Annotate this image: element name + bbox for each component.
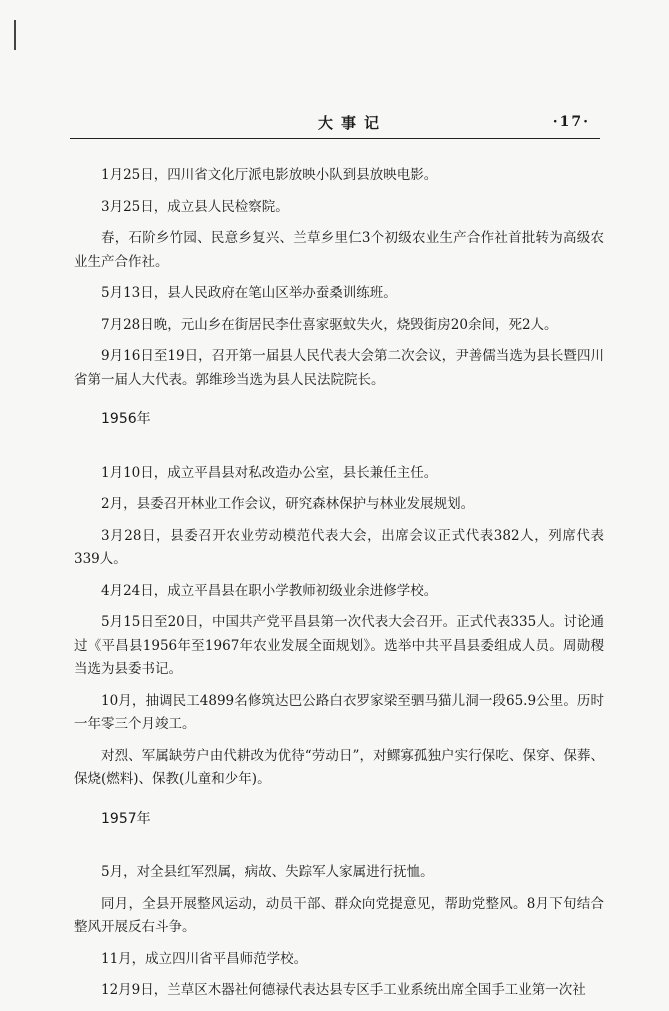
entry: 5月，对全县红军烈属，病故、失踪军人家属进行抚恤。 bbox=[101, 864, 434, 880]
entry: 9月16日至19日，召开第一届县人民代表大会第二次会议，尹善儒当选为县长暨四川省第一届人大代表。郭维珍当选为县人民法院院长。 bbox=[74, 348, 604, 388]
section-1957 bbox=[74, 861, 604, 1003]
entry: 10月，抽调民工4899名修筑达巴公路白衣罗家梁至驷马猫儿洞一段65.9公里。历时一年零三个月竣工。 bbox=[74, 692, 604, 732]
page-body bbox=[74, 164, 604, 1011]
entry: 3月25日，成立县人民检察院。 bbox=[101, 198, 289, 215]
entry: 5月13日，县人民政府在笔山区举办蚕桑训练班。 bbox=[101, 285, 397, 301]
scan-edge-mark bbox=[14, 20, 16, 50]
section-1956 bbox=[74, 462, 604, 792]
entry: 11月，成立四川省平昌师范学校。 bbox=[101, 950, 308, 967]
page-number: ·17· bbox=[552, 114, 590, 130]
entry: 2月，县委召开林业工作会议，研究森林保护与林业发展规划。 bbox=[101, 496, 475, 512]
entry: 3月28日，县委召开农业劳动模范代表大会，出席会议正式代表382人，列席代表339人。 bbox=[74, 527, 604, 567]
header-rule bbox=[70, 138, 600, 139]
year-heading-1956: 1956年 bbox=[101, 411, 151, 427]
entry: 4月24日，成立平昌县在职小学教师初级业余进修学校。 bbox=[101, 582, 438, 599]
entry: 对烈、军属缺劳户由代耕改为优待“劳动日”，对鳏寡孤独户实行保吃、保穿、保葬、保烧(燃料)、保教(儿童和少年)。 bbox=[74, 747, 604, 787]
running-header bbox=[70, 108, 600, 138]
year-heading-1957: 1957年 bbox=[101, 810, 151, 827]
entry: 7月28日晚，元山乡在街居民李仕喜家驱蚊失火，烧毁街房20余间，死2人。 bbox=[101, 316, 558, 333]
section-1955 bbox=[74, 164, 604, 392]
entry: 1月10日，成立平昌县对私改造办公室，县长兼任主任。 bbox=[101, 464, 438, 481]
entry: 同月，全县开展整风运动，动员干部、群众向党提意见，帮助党整风。8月下旬结合整风开展反右斗争。 bbox=[74, 895, 604, 935]
entry: 12月9日，兰草区木器社何德禄代表达县专区手工业系统出席全国手工业第一次社 bbox=[101, 982, 586, 998]
header-title: 大事记 bbox=[318, 114, 388, 132]
entry: 1月25日，四川省文化厅派电影放映小队到县放映电影。 bbox=[101, 167, 438, 183]
entry: 春，石阶乡竹园、民意乡复兴、兰草乡里仁3个初级农业生产合作社首批转为高级农业生产合作社。 bbox=[74, 230, 604, 270]
entry: 5月15日至20日，中国共产党平昌县第一次代表大会召开。正式代表335人。讨论通过《平昌县1956年至1967年农业发展全面规划》。选举中共平昌县委组成人员。周勋稷当选为县委书记。 bbox=[74, 614, 604, 677]
